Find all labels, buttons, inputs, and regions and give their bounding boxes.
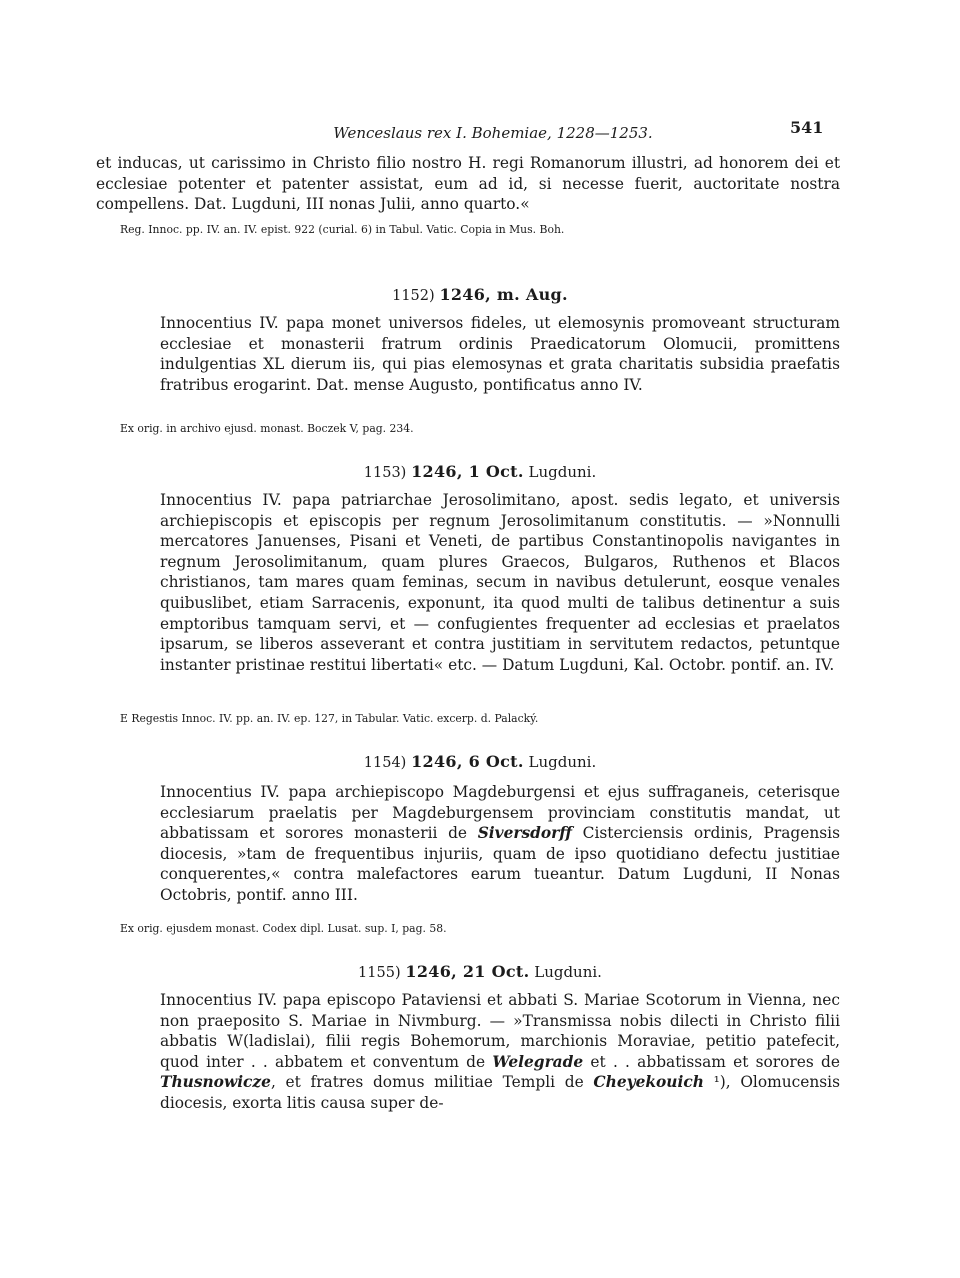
intro-paragraph: et inducas, ut carissimo in Christo filio nostro H. regi Romanorum illustri, ad honorem dei et ecclesiae potenter et patenter assistat, eum ad id, si necesse fuerit, auctoritate nostra compellens. Dat. Lugduni, III nonas Julii, anno quarto.« <box>96 154 840 214</box>
entry-heading-1154 <box>0 752 960 771</box>
entry-text: ¹), Olomucensis diocesis, exorta litis causa super de- <box>160 1073 840 1112</box>
entry-number: 1154) <box>363 755 407 771</box>
entry-number: 1155) <box>358 965 401 981</box>
entry-date: 1246, m. Aug. <box>439 285 568 304</box>
entry-date: 1246, 21 Oct. <box>405 962 530 981</box>
entry-text: Innocentius IV. papa monet universos fideles, ut elemosynis promoveant structuram ecclesiae et monasterii fratrum ordinis Praedicatorum Olomucii, promittens indulgentias XL dierum iis, qui pias elemosynas et grata charitatis subsidia praefatis fratribus erogarint. Dat. mense Augusto, pontificatus anno IV. <box>160 314 840 394</box>
entry-text: Cisterciensis ordinis, Pragensis diocesis, »tam de frequentibus injuriis, quam de ipso quotidiano defectu justitiae conquerentes,« contra malefactores earum tueantur. Datum Lugduni, II Nonas Octobris, pontif. anno III. <box>160 824 840 904</box>
entry-text: Innocentius IV. papa episcopo Pataviensi et abbati S. Mariae Scotorum in Vienna, nec non praeposito S. Mariae in Nivmburg. — »Transmissa nobis dilecti in Christo filii abbatis W(ladislai), filii regis Bohemorum, marchionis Moraviae, petitio patefecit, quod inter . . abbatem et conventum de <box>160 991 840 1071</box>
entry-date: 1246, 6 Oct. <box>411 752 524 771</box>
entry-heading-1155 <box>0 962 960 981</box>
running-title: Wenceslaus rex I. Bohemiae, 1228—1253. <box>333 124 653 142</box>
entry-body-1154 <box>96 782 840 906</box>
page-number: 541 <box>790 118 824 137</box>
place-name-thusnowicze: Thusnowicze <box>160 1073 271 1092</box>
entry-body-1152 <box>96 313 840 395</box>
entry-text: Innocentius IV. papa archiepiscopo Magdeburgensi et ejus suffraganeis, ceterisque ecclesiarum praelatis per Magdeburgensem provinciam constitutis mandat, ut abbatissam et sorores monasterii de <box>160 783 840 843</box>
entry-heading-1152 <box>0 285 960 304</box>
place-name-siversdorff: Siversdorff <box>477 824 573 843</box>
entry-source-1154: Ex orig. ejusdem monast. Codex dipl. Lusat. sup. I, pag. 58. <box>120 922 447 935</box>
entry-text: Innocentius IV. papa patriarchae Jerosolimitano, apost. sedis legato, et universis archiepiscopis et episcopis per regnum Jerosolimitanum constitutis. — »Nonnulli mercatores Januenses, Pisani et Veneti, de partibus Constantinopolis navigantes in regnum Jerosolimitanum, quam plures Graecos, Bulgaros, Ruthenos et Blacos christianos, tam mares quam feminas, secum in navibus detulerunt, eosque venales quibuslibet, etiam Sarracenis, exponunt, ita quod multi de talibus detinentur a suis emptoribus tamquam servi, et — confugientes frequenter ad ecclesias et praelatos ipsarum, se liberos asseverant et contra justitiam in servitutem redactos, petuntque instanter pristinae restitui libertati« etc. — Datum Lugduni, Kal. Octobr. pontif. an. IV. <box>160 491 840 674</box>
entry-text: et . . abbatissam et sorores de <box>583 1052 840 1071</box>
entry-number: 1152) <box>392 288 435 304</box>
entry-text: , et fratres domus militiae Templi de <box>270 1073 594 1092</box>
entry-date: 1246, 1 Oct. <box>411 462 524 481</box>
entry-source-1153: E Regestis Innoc. IV. pp. an. IV. ep. 127, in Tabular. Vatic. excerp. d. Palacký. <box>120 712 539 725</box>
entry-body-1155 <box>96 990 840 1114</box>
place-name-cheyekouich: Cheyekouich <box>593 1073 704 1092</box>
entry-place: Lugduni. <box>528 463 597 481</box>
intro-source-note: Reg. Innoc. pp. IV. an. IV. epist. 922 (curial. 6) in Tabul. Vatic. Copia in Mus. Boh. <box>120 223 565 236</box>
entry-heading-1153 <box>0 462 960 481</box>
entry-number: 1153) <box>363 465 407 481</box>
entry-body-1153 <box>96 490 840 675</box>
entry-place: Lugduni. <box>528 753 597 771</box>
entry-place: Lugduni. <box>534 963 602 981</box>
place-name-welegrade: Welegrade <box>492 1052 584 1071</box>
entry-source-1152: Ex orig. in archivo ejusd. monast. Boczek V, pag. 234. <box>120 422 414 435</box>
